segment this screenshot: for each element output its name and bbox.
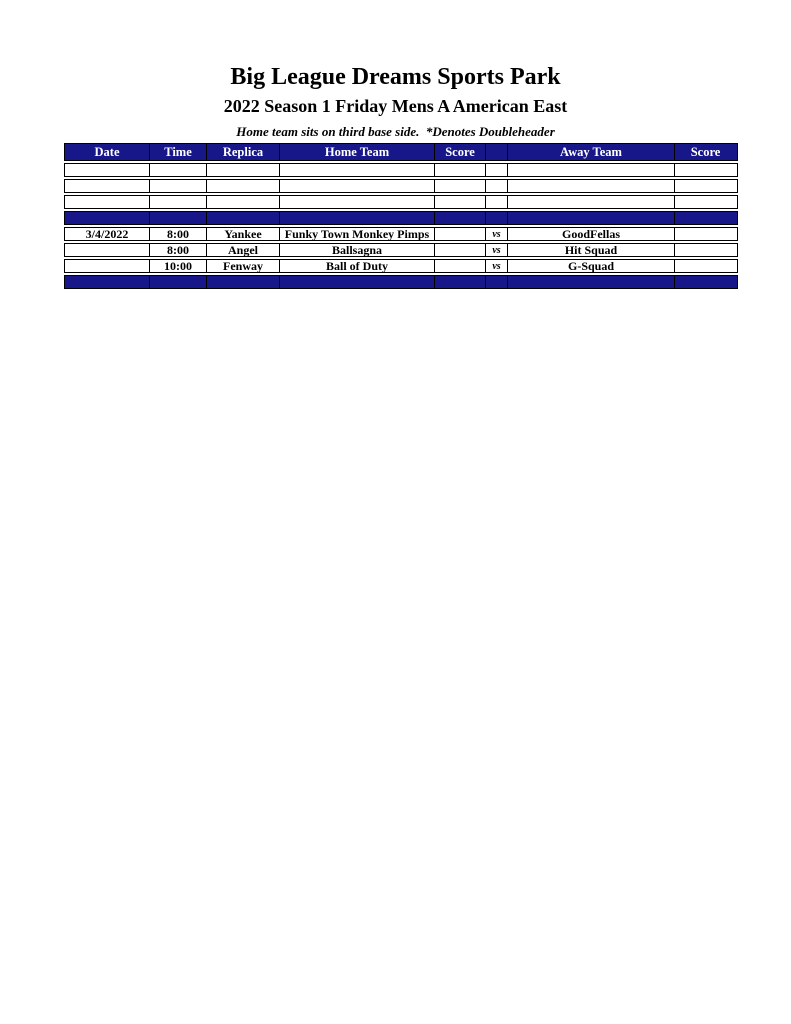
empty-cell bbox=[64, 163, 150, 177]
vs-cell: vs bbox=[485, 227, 509, 241]
empty-row bbox=[64, 163, 742, 177]
empty-cell bbox=[206, 195, 280, 209]
empty-cell bbox=[279, 195, 436, 209]
empty-cell bbox=[507, 195, 675, 209]
empty-cell bbox=[485, 195, 509, 209]
away-team-cell: G-Squad bbox=[507, 259, 675, 273]
empty-cell bbox=[434, 195, 486, 209]
col-header-home-team: Home Team bbox=[279, 143, 436, 161]
away-score-cell bbox=[674, 259, 738, 273]
col-header-away-score: Score bbox=[674, 143, 738, 161]
col-header-vs bbox=[485, 143, 509, 161]
separator-cell bbox=[149, 275, 208, 289]
empty-cell bbox=[279, 179, 436, 193]
separator-cell bbox=[485, 275, 509, 289]
separator-cell bbox=[149, 211, 208, 225]
empty-row bbox=[64, 179, 742, 193]
empty-cell bbox=[149, 163, 208, 177]
date-cell bbox=[64, 243, 150, 257]
away-team-cell: Hit Squad bbox=[507, 243, 675, 257]
empty-cell bbox=[434, 179, 486, 193]
vs-cell: vs bbox=[485, 259, 509, 273]
replica-cell: Yankee bbox=[206, 227, 280, 241]
page-subtitle: 2022 Season 1 Friday Mens A American East bbox=[223, 96, 568, 117]
separator-cell bbox=[64, 275, 150, 289]
empty-cell bbox=[279, 163, 436, 177]
date-cell: 3/4/2022 bbox=[64, 227, 150, 241]
table-header-row bbox=[64, 143, 742, 161]
replica-cell: Angel bbox=[206, 243, 280, 257]
time-cell: 8:00 bbox=[149, 243, 208, 257]
empty-cell bbox=[206, 163, 280, 177]
col-header-home-score: Score bbox=[434, 143, 486, 161]
time-cell: 8:00 bbox=[149, 227, 208, 241]
empty-cell bbox=[64, 179, 150, 193]
home-team-cell: Ballsagna bbox=[279, 243, 436, 257]
empty-cell bbox=[485, 163, 509, 177]
separator-row bbox=[64, 211, 742, 225]
empty-cell bbox=[674, 179, 738, 193]
empty-row bbox=[64, 195, 742, 209]
game-row bbox=[64, 243, 742, 257]
empty-cell bbox=[507, 179, 675, 193]
separator-cell bbox=[206, 211, 280, 225]
separator-cell bbox=[507, 275, 675, 289]
home-team-cell: Ball of Duty bbox=[279, 259, 436, 273]
empty-cell bbox=[507, 163, 675, 177]
empty-cell bbox=[434, 163, 486, 177]
separator-cell bbox=[434, 211, 486, 225]
document-header bbox=[0, 0, 791, 139]
separator-cell bbox=[507, 211, 675, 225]
page-note: Home team sits on third base side. *Denotes Doubleheader bbox=[236, 124, 555, 140]
game-row bbox=[64, 259, 742, 273]
time-cell: 10:00 bbox=[149, 259, 208, 273]
home-score-cell bbox=[434, 227, 486, 241]
home-score-cell bbox=[434, 259, 486, 273]
empty-cell bbox=[149, 195, 208, 209]
separator-row bbox=[64, 275, 742, 289]
separator-cell bbox=[64, 211, 150, 225]
separator-cell bbox=[485, 211, 509, 225]
separator-cell bbox=[674, 275, 738, 289]
separator-cell bbox=[434, 275, 486, 289]
col-header-time: Time bbox=[149, 143, 208, 161]
empty-cell bbox=[64, 195, 150, 209]
separator-cell bbox=[206, 275, 280, 289]
col-header-away-team: Away Team bbox=[507, 143, 675, 161]
col-header-date: Date bbox=[64, 143, 150, 161]
replica-cell: Fenway bbox=[206, 259, 280, 273]
vs-cell: vs bbox=[485, 243, 509, 257]
away-score-cell bbox=[674, 243, 738, 257]
empty-cell bbox=[149, 179, 208, 193]
away-score-cell bbox=[674, 227, 738, 241]
date-cell bbox=[64, 259, 150, 273]
col-header-replica: Replica bbox=[206, 143, 280, 161]
empty-cell bbox=[674, 163, 738, 177]
separator-cell bbox=[279, 211, 436, 225]
empty-cell bbox=[485, 179, 509, 193]
home-score-cell bbox=[434, 243, 486, 257]
separator-cell bbox=[674, 211, 738, 225]
page-title: Big League Dreams Sports Park bbox=[230, 64, 561, 90]
schedule-table bbox=[64, 143, 742, 289]
empty-cell bbox=[674, 195, 738, 209]
away-team-cell: GoodFellas bbox=[507, 227, 675, 241]
empty-cell bbox=[206, 179, 280, 193]
separator-cell bbox=[279, 275, 436, 289]
game-row bbox=[64, 227, 742, 241]
home-team-cell: Funky Town Monkey Pimps bbox=[279, 227, 436, 241]
